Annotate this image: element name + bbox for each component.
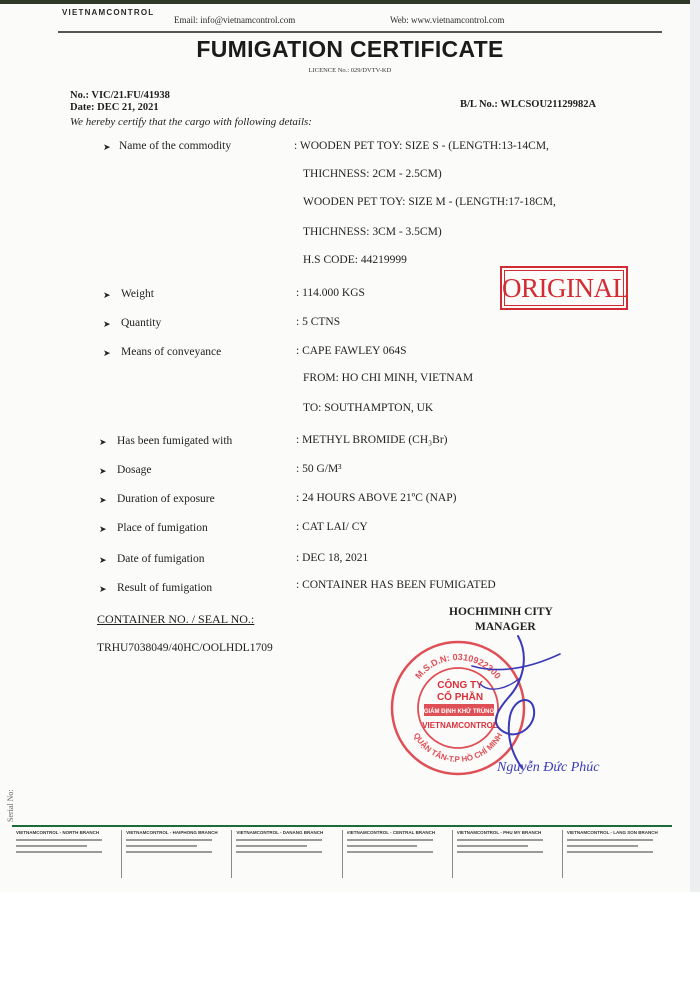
certificate-date: Date: DEC 21, 2021 — [70, 102, 159, 113]
origin-value: FROM: HO CHI MINH, VIETNAM — [303, 372, 474, 384]
branch-address-line — [457, 845, 528, 847]
branch-block — [122, 830, 232, 878]
branch-name: VIETNAMCONTROL - NORTH BRANCH — [16, 830, 100, 835]
branch-address-line — [236, 845, 307, 847]
conveyance-label: Means of conveyance — [121, 346, 222, 358]
commodity-value-line: : WOODEN PET TOY: SIZE S - (LENGTH:13-14CM, — [294, 140, 549, 152]
branch-address-line — [347, 839, 433, 841]
footer-divider — [12, 825, 672, 827]
header-website: Web: www.vietnamcontrol.com — [390, 15, 505, 25]
branch-name: VIETNAMCONTROL - CENTRAL BRANCH — [346, 830, 436, 835]
branch-address-line — [126, 839, 212, 841]
branch-block — [453, 830, 563, 878]
commodity-value-line: WOODEN PET TOY: SIZE M - (LENGTH:17-18CM, — [303, 196, 556, 208]
commodity-label: Name of the commodity — [119, 140, 232, 152]
bullet-arrow-icon: ➤ — [99, 466, 107, 476]
place-value: : CAT LAI/ CY — [296, 521, 368, 533]
branch-address-line — [567, 851, 653, 853]
original-stamp: ORIGINAL — [500, 266, 628, 310]
branch-address-line — [236, 851, 322, 853]
branch-address-line — [16, 851, 102, 853]
bullet-arrow-icon: ➤ — [99, 555, 107, 565]
fumigant-label: Has been fumigated with — [117, 435, 233, 447]
brand-logo-text: VIETNAMCONTROL — [62, 8, 155, 17]
result-label: Result of fumigation — [117, 582, 213, 594]
hs-code-value: H.S CODE: 44219999 — [303, 254, 407, 266]
quantity-label: Quantity — [121, 317, 162, 329]
branch-address-line — [347, 845, 418, 847]
branch-address-line — [567, 839, 653, 841]
branch-address-line — [16, 839, 102, 841]
branch-block — [563, 830, 672, 878]
header-divider — [58, 31, 662, 33]
place-label: Place of fumigation — [117, 522, 208, 534]
branch-address-line — [126, 845, 197, 847]
weight-label: Weight — [121, 288, 154, 300]
document-title: FUMIGATION CERTIFICATE — [196, 36, 504, 62]
seal-bottom-text: QUẬN TÂN-T.P HỒ CHÍ MINH — [411, 731, 505, 765]
bullet-arrow-icon: ➤ — [103, 290, 111, 300]
branch-address-line — [457, 851, 543, 853]
bullet-arrow-icon: ➤ — [99, 584, 107, 594]
page-edge — [690, 0, 700, 892]
branch-address-line — [567, 845, 638, 847]
branch-address-line — [16, 845, 87, 847]
signatory-title: MANAGER — [475, 621, 536, 633]
seal-top-text: M.S.D.N: 0310922300 — [413, 651, 503, 681]
branch-block — [232, 830, 342, 878]
branch-block — [343, 830, 453, 878]
certificate-number: No.: VIC/21.FU/41938 — [70, 90, 170, 101]
quantity-value: : 5 CTNS — [296, 316, 341, 328]
signatory-name: Nguyễn Đức Phúc — [497, 760, 600, 775]
container-heading: CONTAINER NO. / SEAL NO.: — [97, 612, 255, 626]
bill-of-lading-number: B/L No.: WLCSOU21129982A — [460, 99, 597, 110]
commodity-value-line: THICHNESS: 2CM - 2.5CM) — [303, 168, 442, 180]
serial-label: Serial No: — [6, 789, 15, 822]
branch-address-line — [457, 839, 543, 841]
branch-address-line — [347, 851, 433, 853]
dosage-value: : 50 G/M³ — [296, 463, 342, 475]
seal-center-line: VIETNAMCONTROL — [422, 721, 498, 730]
bullet-arrow-icon: ➤ — [103, 348, 111, 358]
branch-name: VIETNAMCONTROL - DANANG BRANCH — [236, 830, 324, 835]
fumigation-date-value: : DEC 18, 2021 — [296, 552, 369, 564]
branch-name: VIETNAMCONTROL - HAIPHONG BRANCH — [126, 830, 218, 835]
commodity-value-line: THICHNESS: 3CM - 3.5CM) — [303, 226, 442, 238]
seal-center-line: CỔ PHẦN — [436, 692, 484, 703]
footer-branches — [12, 830, 672, 878]
vessel-value: : CAPE FAWLEY 064S — [296, 345, 407, 357]
branch-address-line — [126, 851, 212, 853]
weight-value: : 114.000 KGS — [296, 287, 365, 299]
fumigant-value: : METHYL BROMIDE (CH₃Br) — [296, 434, 448, 446]
dosage-label: Dosage — [117, 464, 152, 476]
branch-name: VIETNAMCONTROL - PHU MY BRANCH — [456, 830, 542, 835]
bullet-arrow-icon: ➤ — [103, 142, 111, 152]
branch-address-line — [236, 839, 322, 841]
bullet-arrow-icon: ➤ — [99, 495, 107, 505]
duration-label: Duration of exposure — [117, 493, 215, 505]
seal-center-line: CÔNG TY — [437, 680, 483, 691]
signature-scribble — [460, 628, 580, 778]
bullet-arrow-icon: ➤ — [103, 319, 111, 329]
licence-number: LICENCE No.: 029/DVTV-KD — [308, 67, 392, 74]
result-value: : CONTAINER HAS BEEN FUMIGATED — [296, 579, 496, 591]
duration-value: : 24 HOURS ABOVE 21ºC (NAP) — [296, 492, 457, 504]
branch-name: VIETNAMCONTROL - LANG SON BRANCH — [566, 830, 658, 835]
header-email: Email: info@vietnamcontrol.com — [174, 15, 296, 25]
certify-statement: We hereby certify that the cargo with following details: — [70, 116, 312, 128]
signatory-office: HOCHIMINH CITY — [449, 606, 553, 618]
seal-center-line: GIÁM ĐỊNH KHỬ TRÙNG — [423, 709, 495, 715]
bullet-arrow-icon: ➤ — [99, 524, 107, 534]
destination-value: TO: SOUTHAMPTON, UK — [303, 402, 434, 414]
branch-block — [12, 830, 122, 878]
certificate-sheet — [0, 4, 691, 892]
bullet-arrow-icon: ➤ — [99, 437, 107, 447]
container-seal-value: TRHU7038049/40HC/OOLHDL1709 — [97, 642, 273, 654]
fumigation-date-label: Date of fumigation — [117, 553, 205, 565]
